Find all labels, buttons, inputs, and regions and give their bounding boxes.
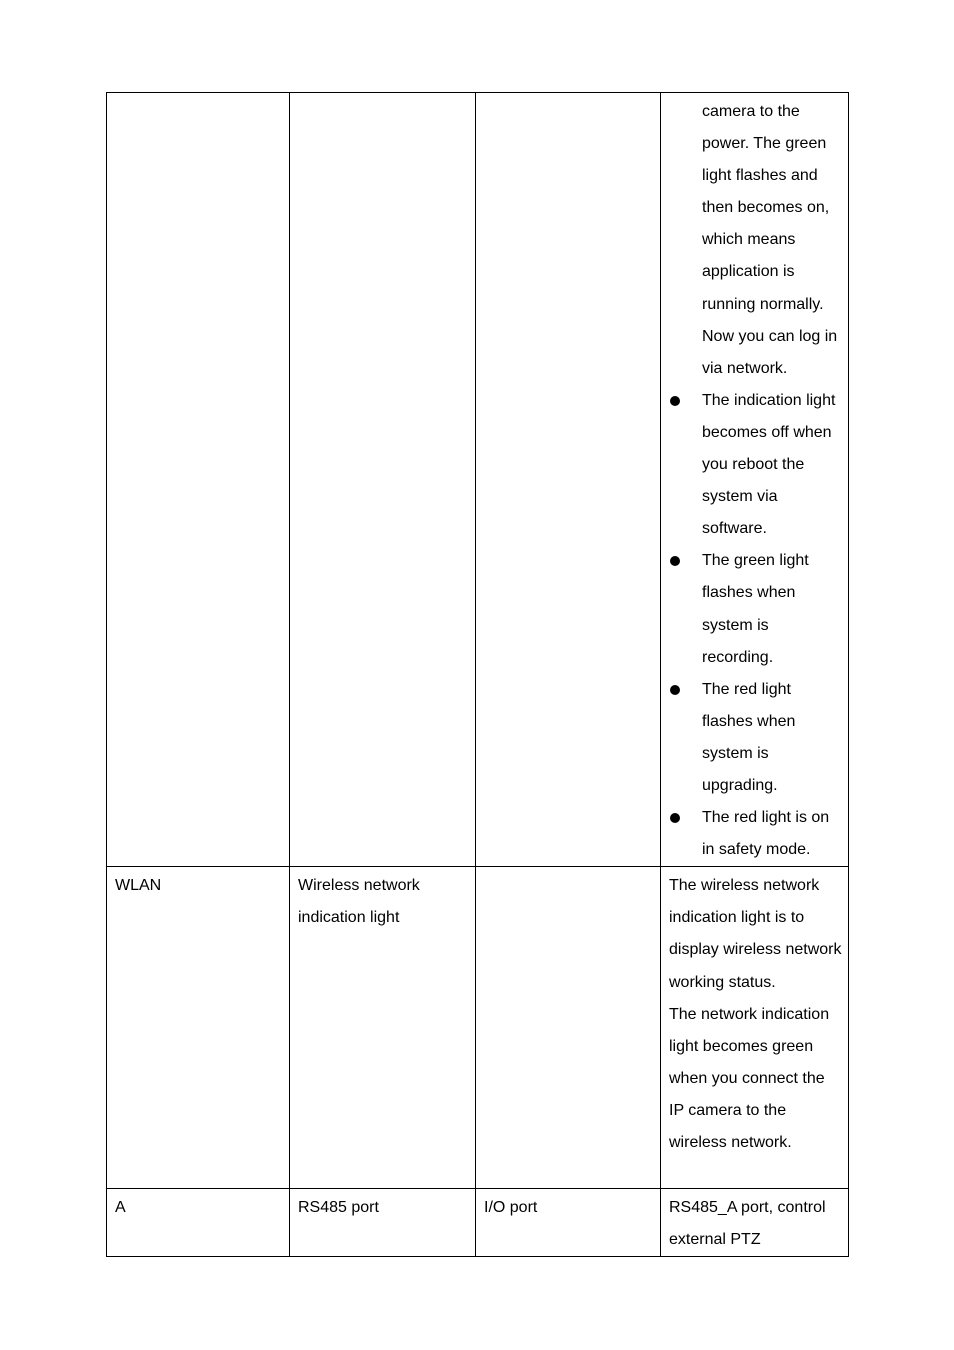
- bullet-item: [669, 802, 842, 866]
- filled-circle-bullet-icon: [670, 685, 680, 695]
- bullet-text: The red light is on in safety mode.: [702, 809, 830, 859]
- table-cell-description: [661, 867, 849, 1189]
- description-paragraph: The wireless network indication light is to display wireless network working status.: [669, 877, 842, 991]
- table-row: [107, 1189, 849, 1257]
- bullet-text: The indication light becomes off when you reboot the system via software.: [702, 391, 836, 538]
- bullet-text: The green light flashes when system is recording.: [702, 552, 809, 666]
- bullet-item: [669, 385, 842, 545]
- table-cell-category: I/O port: [476, 1189, 661, 1257]
- bullet-text: The red light flashes when system is upgrading.: [702, 680, 796, 794]
- table-cell-name: WLAN: [107, 867, 290, 1189]
- filled-circle-bullet-icon: [670, 556, 680, 566]
- table-row: [107, 867, 849, 1189]
- bullet-item: [669, 674, 842, 802]
- table-cell-name: [107, 93, 290, 867]
- filled-circle-bullet-icon: [670, 813, 680, 823]
- bullet-item: [669, 545, 842, 673]
- continued-bullet-text: camera to the power. The green light flashes and then becomes on, which means application is running normally. Now you can log in via network.: [702, 103, 838, 377]
- table-row: [107, 93, 849, 867]
- table-cell-category: [476, 93, 661, 867]
- port-description-table: [106, 92, 849, 1257]
- filled-circle-bullet-icon: [670, 396, 680, 406]
- table-cell-type: Wireless network indication light: [290, 867, 476, 1189]
- table-cell-description: [661, 1189, 849, 1257]
- table-cell-type: [290, 93, 476, 867]
- bullet-list: [669, 385, 842, 866]
- table-cell-type: RS485 port: [290, 1189, 476, 1257]
- table-cell-category: [476, 867, 661, 1189]
- description-paragraph: The network indication light becomes green when you connect the IP camera to the wireless network.: [669, 1005, 830, 1151]
- table-cell-description: [661, 93, 849, 867]
- table-cell-name: A: [107, 1189, 290, 1257]
- description-paragraph: RS485_A port, control external PTZ: [669, 1199, 826, 1249]
